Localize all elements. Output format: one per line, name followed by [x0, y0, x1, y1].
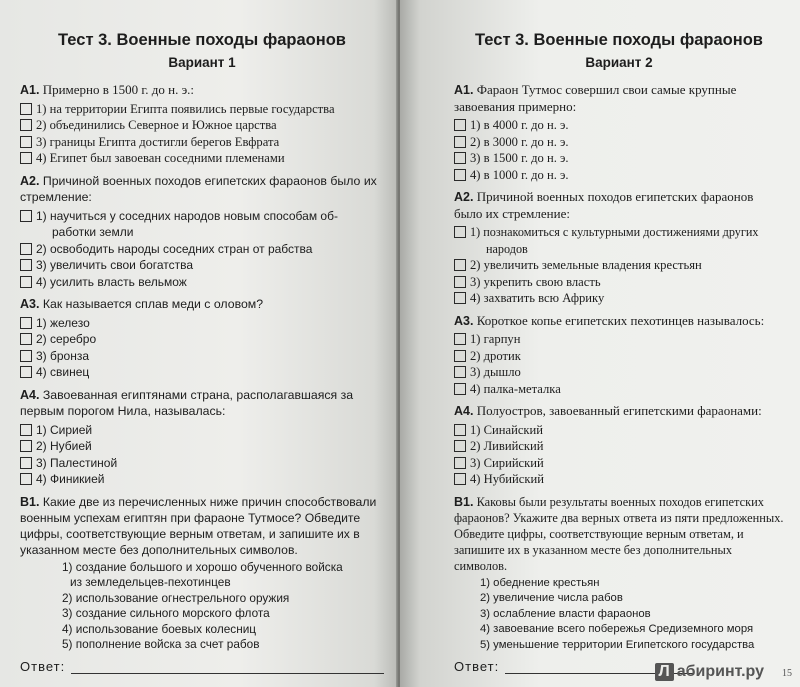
checkbox[interactable]: [454, 440, 466, 452]
option[interactable]: 4) усилить власть вельмож: [20, 274, 384, 291]
list-item: 4) использование боевых колесниц: [62, 621, 257, 636]
option[interactable]: 4) свинец: [20, 364, 384, 381]
answer-field[interactable]: Ответ:: [20, 659, 384, 674]
option[interactable]: 1) научиться у соседних народов новым способам об- работки земли: [20, 208, 384, 241]
question-a4: А4. Полуостров, завоеванный египетскими фараонами:: [454, 403, 762, 418]
question-a1: А1. Примерно в 1500 г. до н. э.:: [20, 82, 195, 97]
options-a1: [454, 117, 784, 183]
checkbox[interactable]: [20, 333, 32, 345]
option[interactable]: 4) палка-металка: [454, 381, 784, 398]
list-item: 5) уменьшение территории Египетского государства: [480, 638, 755, 651]
option[interactable]: 2) увеличить земельные владения крестьян: [454, 257, 784, 274]
checkbox[interactable]: [454, 350, 466, 362]
option[interactable]: 1) познакомиться с культурными достижениями других народов: [454, 224, 784, 257]
option[interactable]: 1) железо: [20, 315, 384, 332]
checkbox[interactable]: [454, 276, 466, 288]
checkbox[interactable]: [20, 152, 32, 164]
checkbox[interactable]: [454, 226, 466, 238]
checkbox[interactable]: [454, 292, 466, 304]
checkbox[interactable]: [20, 366, 32, 378]
list-item: 1) обеднение крестьян: [480, 576, 600, 589]
option[interactable]: 1) Синайский: [454, 422, 784, 439]
checkbox[interactable]: [454, 119, 466, 131]
question-a2: А2. Причиной военных походов египетских фараонов было их стремление:: [20, 173, 377, 204]
checkbox[interactable]: [20, 457, 32, 469]
checkbox[interactable]: [454, 169, 466, 181]
option[interactable]: 3) Сирийский: [454, 455, 784, 472]
option[interactable]: 3) границы Египта достигли берегов Евфрата: [20, 134, 384, 151]
checkbox[interactable]: [20, 350, 32, 362]
page-title: Тест 3. Военные походы фараонов: [475, 31, 763, 49]
checkbox[interactable]: [20, 317, 32, 329]
checkbox[interactable]: [454, 259, 466, 271]
question-b1: В1. Каковы были результаты военных походов египетских фараонов? Укажите два верных ответа из пяти предложенных. Обведите цифры, соответствующие верным ответам, и запишите их в указанном месте без дополнительных символов.: [454, 494, 784, 573]
checkbox[interactable]: [20, 103, 32, 115]
checkbox[interactable]: [20, 136, 32, 148]
question-a3: А3. Как называется сплав меди с оловом?: [20, 297, 264, 311]
option[interactable]: 2) серебро: [20, 331, 384, 348]
checkbox[interactable]: [454, 457, 466, 469]
option[interactable]: 4) Египет был завоеван соседними племенами: [20, 150, 384, 167]
checkbox[interactable]: [454, 136, 466, 148]
page-number: 15: [782, 668, 792, 679]
options-a4: [20, 422, 384, 488]
checkbox[interactable]: [20, 440, 32, 452]
checkbox[interactable]: [20, 243, 32, 255]
option[interactable]: 4) Финикией: [20, 471, 384, 488]
option[interactable]: 2) в 3000 г. до н. э.: [454, 134, 784, 151]
left-page: [0, 0, 398, 687]
option[interactable]: 4) Нубийский: [454, 471, 784, 488]
checkbox[interactable]: [20, 210, 32, 222]
question-a2: А2. Причиной военных походов египетских фараонов было их стремление:: [454, 189, 754, 221]
option[interactable]: 2) дротик: [454, 348, 784, 365]
options-b1: [20, 560, 384, 653]
checkbox[interactable]: [454, 473, 466, 485]
checkbox[interactable]: [20, 473, 32, 485]
checkbox[interactable]: [454, 333, 466, 345]
options-a3: [454, 331, 784, 397]
checkbox[interactable]: [454, 152, 466, 164]
option[interactable]: 2) объединились Северное и Южное царства: [20, 117, 384, 134]
option[interactable]: 1) в 4000 г. до н. э.: [454, 117, 784, 134]
list-item: 2) использование огнестрельного оружия: [62, 590, 290, 605]
question-a4: А4. Завоеванная египтянами страна, располагавшаяся за первым порогом Нила, называлась:: [20, 387, 354, 418]
labirint-logo: Л абиринт.ру: [655, 663, 764, 681]
option[interactable]: 4) в 1000 г. до н. э.: [454, 167, 784, 184]
option[interactable]: 3) в 1500 г. до н. э.: [454, 150, 784, 167]
list-item: 1) создание большого и хорошо обученного войска из земледельцев-пехотинцев: [62, 559, 343, 589]
option[interactable]: 2) освободить народы соседних стран от рабства: [20, 241, 384, 258]
list-item: 3) создание сильного морского флота: [62, 606, 270, 620]
checkbox[interactable]: [20, 119, 32, 131]
answer-line[interactable]: [71, 661, 384, 674]
option[interactable]: 3) Палестиной: [20, 455, 384, 472]
options-a2: [454, 224, 784, 307]
answer-field[interactable]: Ответ:: [454, 659, 694, 674]
variant-label: Вариант 2: [585, 55, 653, 70]
option[interactable]: 1) Сирией: [20, 422, 384, 439]
option[interactable]: 2) Нубией: [20, 438, 384, 455]
checkbox[interactable]: [454, 366, 466, 378]
options-a3: [20, 315, 384, 381]
option[interactable]: 3) увеличить свои богатства: [20, 257, 384, 274]
list-item: 3) ослабление власти фараонов: [480, 607, 651, 620]
options-a4: [454, 422, 784, 488]
checkbox[interactable]: [454, 424, 466, 436]
options-a2: [20, 208, 384, 291]
options-b1: [454, 576, 784, 654]
page-title: Тест 3. Военные походы фараонов: [58, 31, 346, 49]
option[interactable]: 3) бронза: [20, 348, 384, 365]
option[interactable]: 3) дышло: [454, 364, 784, 381]
checkbox[interactable]: [20, 259, 32, 271]
checkbox[interactable]: [20, 424, 32, 436]
right-page: [400, 0, 800, 687]
question-a3: А3. Короткое копье египетских пехотинцев называлось:: [454, 312, 765, 328]
list-item: 2) увеличение числа рабов: [480, 592, 623, 604]
list-item: 4) завоевание всего побережья Средиземного моря: [480, 623, 754, 635]
checkbox[interactable]: [454, 383, 466, 395]
variant-label: Вариант 1: [168, 55, 236, 70]
question-b1: В1. Какие две из перечисленных ниже причин способствовали военным успехам египтян при фараоне Тутмосе? Обведите цифры, соответствующие верным ответам, и запишите их в указанном месте без дополнительных символов.: [20, 494, 377, 557]
checkbox[interactable]: [20, 276, 32, 288]
list-item: 5) пополнение войска за счет рабов: [62, 637, 260, 651]
option[interactable]: 1) гарпун: [454, 331, 784, 348]
question-a1: А1. Фараон Тутмос совершил свои самые крупные завоевания примерно:: [454, 82, 737, 114]
option[interactable]: 2) Ливийский: [454, 438, 784, 455]
options-a1: [20, 101, 384, 167]
option[interactable]: 4) захватить всю Африку: [454, 290, 784, 307]
option[interactable]: 3) укрепить свою власть: [454, 274, 784, 291]
option[interactable]: 1) на территории Египта появились первые государства: [20, 101, 384, 118]
